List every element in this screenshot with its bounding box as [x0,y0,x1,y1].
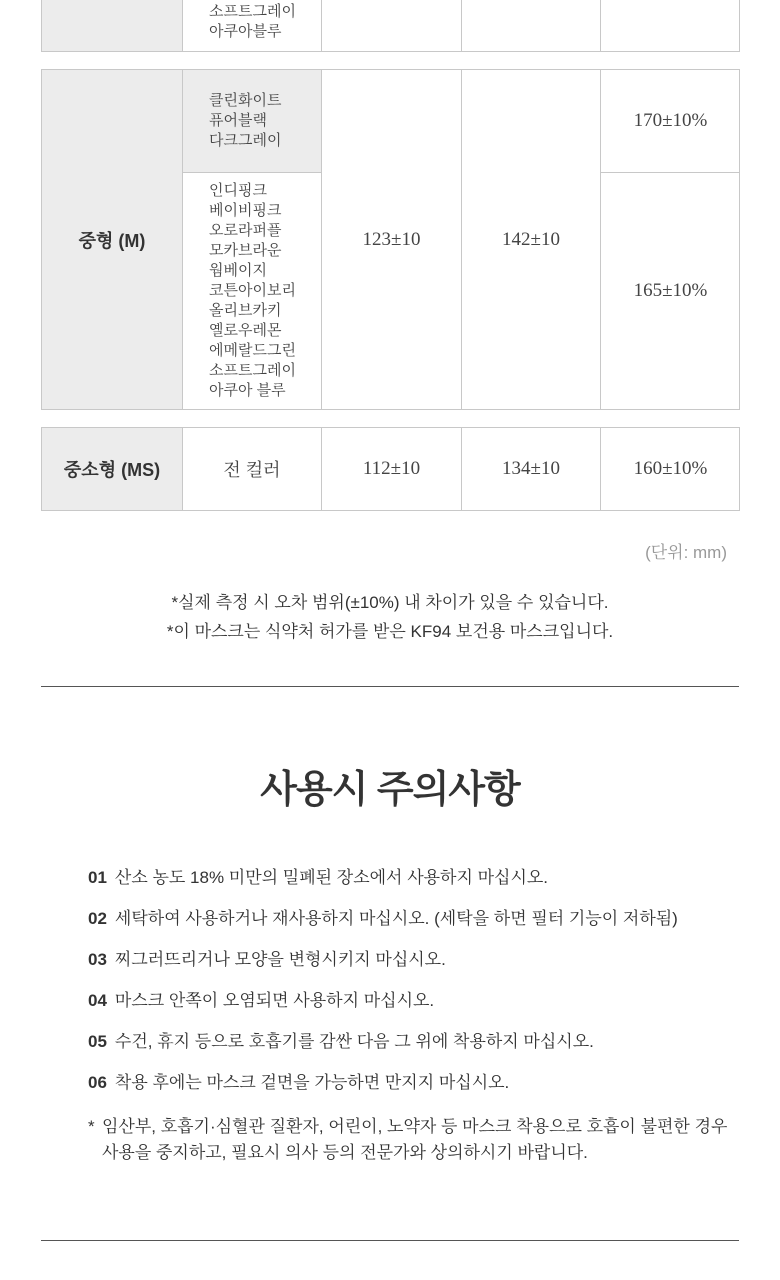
item-text: 착용 후에는 마스크 겉면을 가능하면 만지지 마십시오. [114,1073,510,1092]
item-text: 찌그러뜨리거나 모양을 변형시키지 마십시오. [114,950,446,969]
size-label: 중형 (M) [78,230,146,251]
measure-value: 123±10 [362,228,421,250]
color-name: 올리브카키 [209,302,282,319]
asterisk: * [88,1117,95,1136]
color-name: 다크그레이 [209,132,282,149]
measure-value: 134±10 [502,458,560,479]
item-number: 06 [88,1073,107,1092]
color-name: 옐로우레몬 [209,322,282,339]
note-text: *이 마스크는 식약처 허가를 받은 KF94 보건용 마스크입니다. [166,622,614,641]
measure-value: 170±10% [633,110,708,131]
color-name: 에메랄드그린 [209,342,296,359]
item-text: 세탁하여 사용하거나 재사용하지 마십시오. (세탁을 하면 필터 기능이 저하됨) [114,909,678,928]
size-cell [42,0,182,51]
divider [41,686,739,687]
color-name: 클린화이트 [209,92,282,109]
color-name: 전 컬러 [223,460,281,480]
color-list [209,181,296,401]
item-number: 03 [88,950,107,969]
measure-value: 142±10 [502,228,560,250]
warning-note [88,1114,727,1166]
color-list [209,2,296,42]
color-name: 소프트그레이 [209,362,296,379]
section-title: 사용시 주의사항 [260,769,520,811]
color-name: 모카브라운 [209,242,282,259]
caution-item [88,863,548,888]
item-number: 02 [88,909,107,928]
unit-label: (단위: mm) [645,543,727,562]
color-name: 퓨어블랙 [209,112,267,129]
color-name: 웜베이지 [209,262,267,279]
item-text: 마스크 안쪽이 오염되면 사용하지 마십시오. [114,991,435,1010]
color-list [209,91,281,151]
item-number: 04 [88,991,107,1010]
warning-line: 사용을 중지하고, 필요시 의사 등의 전문가와 상의하시기 바랍니다. [102,1143,588,1162]
color-name: 인디핑크 [209,182,267,199]
color-name: 베이비핑크 [209,202,282,219]
color-name: 아쿠아 블루 [209,382,286,399]
measure-value: 112±10 [362,458,421,479]
size-table-ms [41,427,740,511]
caution-item [88,1068,509,1093]
caution-item [88,1027,594,1052]
item-number: 01 [88,868,107,887]
caution-item [88,945,446,970]
size-table-fragment [41,0,740,52]
note-text: *실제 측정 시 오차 범위(±10%) 내 차이가 있을 수 있습니다. [171,593,609,612]
size-label: 중소형 (MS) [63,460,161,480]
color-name: 소프트그레이 [209,3,296,20]
divider [41,1240,739,1241]
color-name: 코튼아이보리 [209,282,296,299]
measure-value: 165±10% [633,280,708,301]
item-number: 05 [88,1032,107,1051]
size-table-m [41,69,740,410]
color-name: 아쿠아블루 [209,23,282,40]
caution-item [88,986,434,1011]
item-text: 산소 농도 18% 미만의 밀폐된 장소에서 사용하지 마십시오. [114,868,549,887]
measure-value: 160±10% [633,458,708,479]
warning-line: 임산부, 호흡기·심혈관 질환자, 어린이, 노약자 등 마스크 착용으로 호흡이 불편한 경우 [102,1117,728,1136]
caution-item [88,904,678,929]
item-text: 수건, 휴지 등으로 호흡기를 감싼 다음 그 위에 착용하지 마십시오. [114,1032,594,1051]
color-name: 오로라퍼플 [209,222,282,239]
